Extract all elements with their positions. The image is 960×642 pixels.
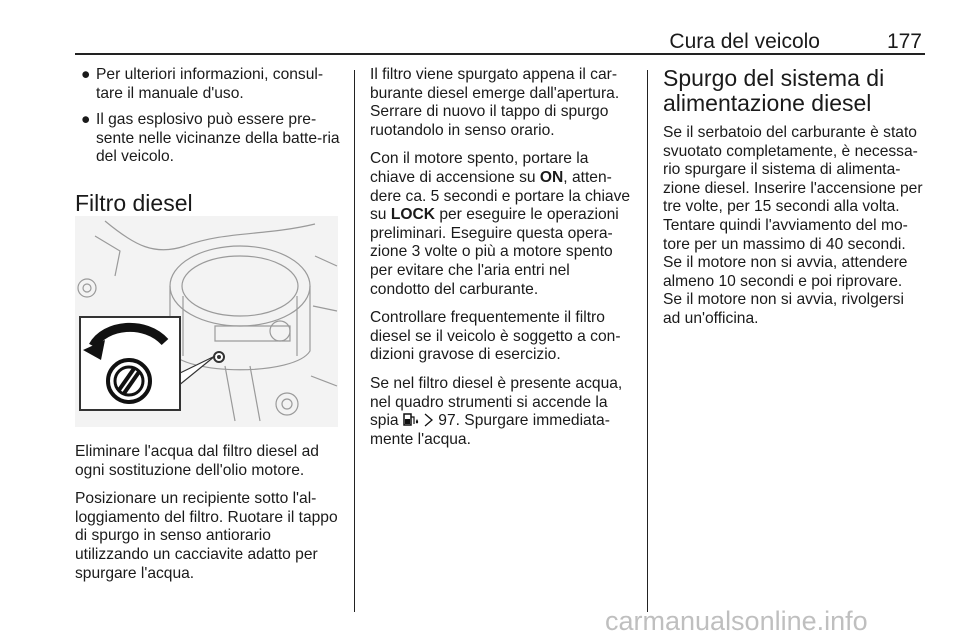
engine-drain-plug-drawing — [75, 216, 338, 427]
paragraph — [370, 150, 632, 299]
header-rule — [75, 53, 925, 55]
bullet-list — [75, 66, 345, 167]
paragraph: Eliminare l'acqua dal filtro diesel ad ogni sostituzione dell'olio motore. — [75, 443, 319, 479]
column-3 — [663, 66, 925, 339]
paragraph: Controllare frequentemente il filtro diesel se il veicolo è soggetto a con-dizioni gravose di esercizio. — [370, 309, 621, 364]
bullet-marker: ● — [81, 111, 91, 129]
bullet-text: Il gas esplosivo può essere pre-sente nelle vicinanze della batte-ria del veicolo. — [96, 111, 340, 166]
text-run: , atten-dere ca. 5 secondi e portare la chiave su — [370, 168, 631, 224]
page-number: 177 — [886, 30, 922, 53]
column-divider-1 — [354, 70, 355, 612]
bullet-text: Per ulteriori informazioni, consul-tare il manuale d'uso. — [96, 66, 324, 102]
header-title: Cura del veicolo — [669, 30, 820, 53]
list-item — [75, 66, 345, 103]
column-1-text — [75, 443, 345, 593]
column-2 — [370, 66, 632, 459]
paragraph — [370, 375, 632, 449]
section-heading-spurgo: Spurgo del sistema di alimentazione diesel — [663, 65, 885, 116]
diesel-filter-illustration — [75, 216, 338, 427]
drain-plug-icon — [108, 360, 150, 402]
ignition-lock-label: LOCK — [390, 206, 435, 224]
paragraph: Posizionare un recipiente sotto l'al-loggiamento del filtro. Ruotare il tappo di spurgo in senso antiorario utilizzando un cacciavite adatto per spurgare l'acqua. — [75, 490, 338, 582]
water-in-fuel-icon — [403, 412, 420, 429]
text-run: 97. Spurgare immediata-mente l'acqua. — [370, 412, 610, 448]
list-item — [75, 111, 345, 167]
watermark: carmanualsonline.info — [605, 606, 868, 636]
text-run: Se nel filtro diesel è presente acqua, nel quadro strumenti si accende la spia — [370, 374, 623, 430]
ignition-on-label: ON — [539, 168, 564, 186]
section-heading-filtro-diesel: Filtro diesel — [75, 189, 193, 216]
paragraph: Il filtro viene spurgato appena il car-burante diesel emerge dall'apertura. Serrare di nuovo il tappo di spurgo ruotandolo in senso orario. — [370, 66, 620, 139]
paragraph: Se il serbatoio del carburante è stato svuotato completamente, è necessa-rio spurgare il sistema di alimenta-zione diesel. Inserire l'accensione per tre volte, per 15 secondi alla volta. Tentare quindi l'avviamento del mo-tore per un massimo di 40 secondi. Se il motore non si avvia, attendere almeno 10 secondi e poi riprovare. Se il motore non si avvia, rivolgersi ad un'officina. — [663, 124, 923, 327]
page-reference-icon — [420, 412, 434, 429]
column-1 — [75, 66, 345, 217]
column-divider-2 — [647, 70, 648, 612]
text-run: Con il motore spento, portare la chiave di accensione su — [370, 150, 589, 186]
bullet-marker: ● — [81, 66, 91, 83]
text-run: per eseguire le operazioni preliminari. Eseguire questa opera-zione 3 volte o più a motore spento per evitare che l'aria entri nel condotto del carburante. — [370, 206, 619, 298]
